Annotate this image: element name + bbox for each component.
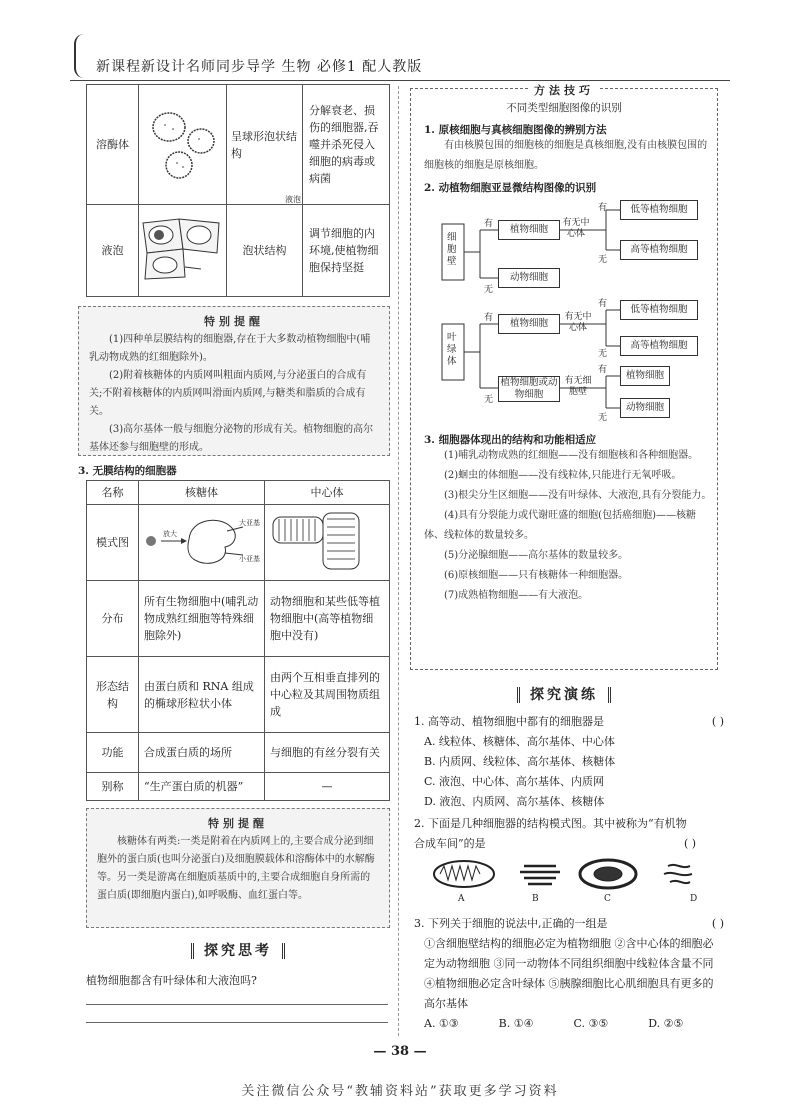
note-paragraph: (1)四种单层膜结构的细胞器,存在于大多数动植物细胞中(哺乳动物成熟的红细胞除外)。: [89, 334, 371, 363]
table-row: [87, 773, 390, 801]
note-title: 特别提醒: [204, 315, 264, 328]
flow-yes: 有: [484, 219, 494, 229]
table-row: [87, 657, 390, 733]
table-row: [87, 85, 390, 205]
list-item: (5)分泌腺细胞——高尔基体的数量较多。: [444, 550, 629, 561]
table-cell: 模式图: [87, 505, 139, 581]
figure-label: A: [458, 894, 465, 904]
flow-no: 无: [598, 413, 608, 423]
table-header-row: [87, 481, 390, 505]
options-row: [414, 1014, 724, 1034]
answer-line: [86, 1022, 388, 1023]
flow-animal-cell: 动物细胞: [498, 268, 560, 288]
flow-root-chloroplast: 叶绿体: [447, 332, 457, 367]
table-header: 中心体: [265, 481, 390, 505]
vacuole-image-label: 液泡: [285, 195, 301, 204]
table-cell: 与细胞的有丝分裂有关: [265, 733, 390, 773]
method-heading-3: 3. 细胞器体现出的结构和功能相适应: [424, 434, 597, 446]
method-heading-1: 1. 原核细胞与真核细胞图像的辨别方法: [424, 124, 607, 136]
table-cell: 形态结构: [87, 657, 139, 733]
explore-think-question: 植物细胞都含有叶绿体和大液泡吗?: [86, 974, 257, 987]
practice-banner: 探究演练: [517, 687, 611, 703]
flow-plant-cell: 植物细胞: [498, 220, 560, 240]
table-cell: 泡状结构: [227, 205, 303, 297]
column-divider: [398, 86, 399, 1036]
ribosome-diagram: [139, 505, 265, 581]
answer-line: [86, 1004, 388, 1005]
flow-yes: 有: [598, 365, 608, 375]
page-number: — 38 —: [373, 1044, 427, 1059]
option: A. ①③: [424, 1017, 459, 1030]
table-header: 名称: [87, 481, 139, 505]
table-header: 核糖体: [139, 481, 265, 505]
centrosome-diagram: [265, 505, 390, 581]
practice-banner-wrap: [410, 684, 718, 704]
table-row: [87, 733, 390, 773]
note-title: 特别提醒: [208, 817, 268, 830]
explore-think-banner: 探究思考: [191, 943, 285, 959]
explore-think-banner-wrap: [86, 940, 390, 960]
flow-yes: 有: [598, 203, 608, 213]
table-cell: 别称: [87, 773, 139, 801]
table-cell: 液泡: [87, 205, 139, 297]
header-bracket: [74, 34, 84, 78]
question-3: [414, 914, 724, 1034]
option: B. 内质网、线粒体、高尔基体、核糖体: [424, 755, 616, 768]
table-cell: 分布: [87, 581, 139, 657]
option: B. ①④: [498, 1017, 534, 1030]
ribosome-zoom-label: 放大: [163, 530, 177, 538]
answer-paren: ( ): [711, 917, 724, 930]
table-cell: 由两个互相垂直排列的中心粒及其周围物质组成: [265, 657, 390, 733]
question-stem: 3. 下列关于细胞的说法中,正确的一组是: [414, 917, 608, 930]
header-rule: [70, 80, 730, 81]
flow-high-plant: 高等植物细胞: [620, 240, 698, 260]
figure-label: D: [690, 894, 698, 904]
flow-no: 无: [484, 285, 494, 295]
method-subtitle: 不同类型细胞图像的识别: [506, 102, 622, 114]
list-item: (7)成熟植物细胞——有大液泡。: [444, 590, 589, 601]
flow-no: 无: [484, 395, 494, 405]
flow-root-cell-wall: 细胞壁: [447, 232, 457, 267]
list-item: (4)具有分裂能力或代谢旺盛的细胞(包括癌细胞)——核糖体、线粒体的数量较多。: [424, 510, 696, 541]
table-cell: 呈球形泡状结构: [227, 85, 303, 205]
table-row: [87, 581, 390, 657]
option: A. 线粒体、核糖体、高尔基体、中心体: [424, 735, 615, 748]
answer-paren: ( ): [684, 837, 697, 850]
flow-wall-q: 有无细胞壁: [564, 376, 592, 397]
method-title-wrap: [410, 82, 718, 98]
figure-label: B: [532, 894, 539, 904]
flow-plant-cell: 植物细胞: [498, 314, 560, 334]
method-heading-2: 2. 动植物细胞亚显微结构图像的识别: [424, 182, 597, 194]
flow-centrosome-q: 有无中心体: [564, 312, 592, 333]
flow-centrosome-q: 有无中心体: [562, 218, 590, 239]
flow-yes: 有: [484, 313, 494, 323]
ribosome-big-label: 大亚基: [239, 519, 260, 527]
method-title: 方法技巧: [528, 84, 600, 97]
question-body: ①含细胞壁结构的细胞必定为植物细胞 ②含中心体的细胞必定为动物细胞 ③同一动物体不同组织细胞中线粒体含量不同 ④植物细胞必定含叶绿体 ⑤胰腺细胞比心肌细胞具有更多的高尔基体: [424, 937, 714, 1010]
note-paragraph: (3)高尔基体一般与细胞分泌物的形成有关。植物细胞的高尔基体还参与细胞壁的形成。: [89, 424, 374, 453]
table-row: [87, 205, 390, 297]
table-cell: 合成蛋白质的场所: [139, 733, 265, 773]
non-membrane-organelle-table: [86, 480, 390, 801]
table-cell: 调节细胞的内环境,使植物细胞保持坚挺: [303, 205, 390, 297]
table-cell: 所有生物细胞中(哺乳动物成熟红细胞等特殊细胞除外): [139, 581, 265, 657]
table-cell: 功能: [87, 733, 139, 773]
flow-low-plant: 低等植物细胞: [620, 200, 698, 220]
option: D. ②⑤: [648, 1017, 684, 1030]
list-item: (1)哺乳动物成熟的红细胞——没有细胞核和各种细胞器。: [444, 450, 699, 461]
membrane-organelle-table: [86, 84, 390, 297]
table-cell: “生产蛋白质的机器”: [139, 773, 265, 801]
table-cell: 动物细胞和某些低等植物细胞中(高等植物细胞中没有): [265, 581, 390, 657]
flow-high-plant: 高等植物细胞: [620, 336, 698, 356]
flow-yes: 有: [598, 299, 608, 309]
option: C. 液泡、中心体、高尔基体、内质网: [424, 775, 605, 788]
flow-low-plant: 低等植物细胞: [620, 300, 698, 320]
option: D. 液泡、内质网、高尔基体、核糖体: [424, 795, 605, 808]
flow-no: 无: [598, 349, 608, 359]
method-paragraph-1: 有由核膜包围的细胞核的细胞是真核细胞,没有由核膜包围的细胞核的细胞是原核细胞。: [424, 140, 708, 171]
flow-plant-or-animal: 植物细胞或动物细胞: [498, 376, 560, 402]
note-paragraph: 核糖体有两类:一类是附着在内质网上的,主要合成分泌到细胞外的蛋白质(也叫分泌蛋白)及细胞膜载体和溶酶体中的水解酶等。另一类是游离在细胞质基质中的,主要合成细胞自身所需的蛋白质(即细胞内蛋白),如呼吸酶、血红蛋白等。: [97, 836, 375, 901]
special-note-2: [86, 808, 390, 928]
list-item: (2)蛔虫的体细胞——没有线粒体,只能进行无氧呼吸。: [444, 470, 682, 481]
question-2-stem: 2. 下面是几种细胞器的结构模式图。其中被称为“有机物合成车间”的是: [414, 817, 687, 850]
list-item: (3)根尖分生区细胞——没有叶绿体、大液泡,具有分裂能力。: [444, 490, 712, 501]
table-row: [87, 505, 390, 581]
page-header: 新课程新设计名师同步导学 生物 必修1 配人教版: [96, 59, 423, 75]
flow-plant-cell-2: 植物细胞: [620, 366, 670, 386]
ribosome-small-label: 小亚基: [239, 555, 260, 563]
table-cell: 由蛋白质和 RNA 组成的椭球形粒状小体: [139, 657, 265, 733]
flow-no: 无: [598, 255, 608, 265]
note-paragraph: (2)附着核糖体的内质网叫粗面内质网,与分泌蛋白的合成有关;不附着核糖体的内质网叫滑面内质网,与糖类和脂质的合成有关。: [89, 370, 367, 417]
option: C. ③⑤: [573, 1017, 609, 1030]
answer-paren: ( ): [711, 715, 724, 728]
table-cell: 分解衰老、损伤的细胞器,吞噬并杀死侵入细胞的病毒或病菌: [303, 85, 390, 205]
list-item: (6)原核细胞——只有核糖体一种细胞器。: [444, 570, 629, 581]
question-stem: 1. 高等动、植物细胞中都有的细胞器是: [414, 715, 604, 728]
lysosome-image: [139, 85, 227, 205]
footer-note: 关注微信公众号“教辅资料站”获取更多学习资料: [241, 1084, 559, 1099]
figure-label: C: [604, 894, 611, 904]
flow-animal-cell: 动物细胞: [620, 398, 670, 418]
method-list: [424, 446, 714, 606]
question-1: [414, 712, 724, 812]
organelle-figures: [428, 856, 718, 892]
section-title: 3. 无膜结构的细胞器: [78, 465, 177, 477]
special-note-1: [78, 306, 390, 456]
table-cell: —: [265, 773, 390, 801]
table-cell: 溶酶体: [87, 85, 139, 205]
